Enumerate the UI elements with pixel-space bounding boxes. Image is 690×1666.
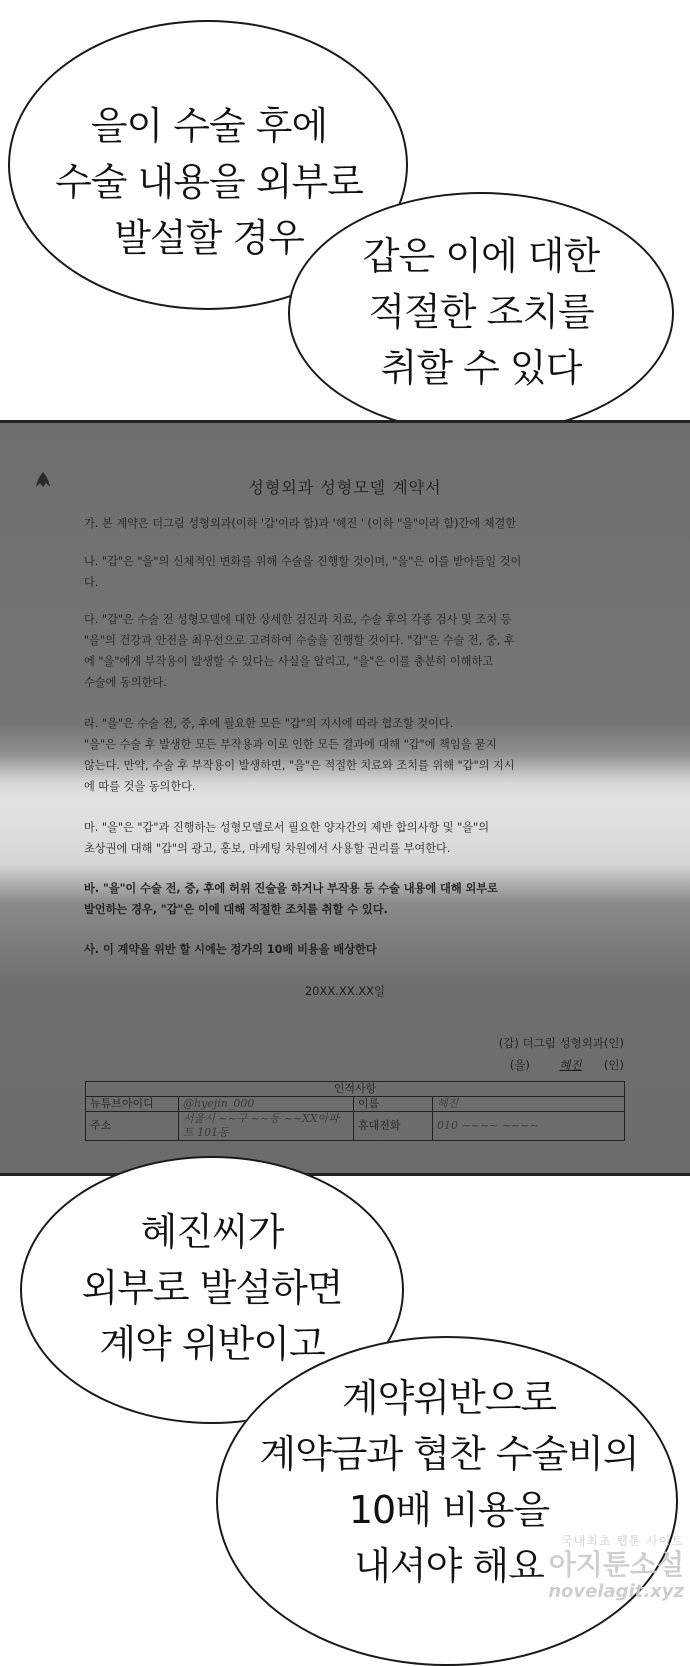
contract-title: 성형외과 성형모델 계약서 [248,478,442,497]
watermark-tagline: 국내최초 웹툰 사이트 [561,1534,684,1548]
speech-text-4: 계약위반으로 계약금과 협찬 수술비의 10배 비용을 내셔야 해요 [259,1376,639,1588]
watermark-url: novelagit.xyz [548,1581,684,1602]
table-row [86,1097,625,1112]
watermark-logo-text: 아지툰소설 [548,1548,684,1581]
table-cell-value: 혜진 [433,1097,625,1112]
table-cell-label: 휴대전화 [354,1112,433,1141]
clause-na: 나. "갑"은 "을"의 신체적인 변화를 위해 수술을 진행할 것이며, "을"은 이를 받아들일 것이 다. [84,555,522,589]
signature-eul-prefix: (을) [509,1058,530,1072]
clause-ra: 라. "을"은 수술 전, 중, 후에 필요한 모든 "갑"의 지시에 따라 협조할 것이다. "을"은 수술 후 발생한 모든 부작용과 이로 인한 모든 결과에 대해 "갑"에 책임을 묻지 않는다. 만약, 수술 후 부작용이 발생하면, "을"은 적절한 치료와 조치를 위해 "갑"의 지시 에 따를 것을 동의한다. [84,717,515,793]
speech-text-1: 을이 수술 후에 수술 내용을 외부로 발설할 경우 [55,104,363,260]
clause-da: 다. "갑"은 수술 전 성형모델에 대한 상세한 검진과 치료, 수술 후의 각종 검사 및 조치 등 "을"의 건강과 안전을 최우선으로 고려하여 수술을 진행할 것이다. "갑"은 수술 전, 중, 후 에 "을"에게 부작용이 발생할 수 있다는 사실을 알리고, "을"은 이를 충분히 이해하고 수술에 동의한다. [84,613,515,689]
contract-panel [0,420,690,1176]
site-watermark [548,1532,684,1602]
contract-date: 20XX.XX.XX일 [304,984,386,998]
clause-ba: 바. "을"이 수술 전, 중, 후에 허위 진술을 하거나 부작용 등 수술 내용에 대해 외부로 발언하는 경우, "갑"은 이에 대해 적절한 조치를 취할 수 있다. [84,882,498,916]
table-row [86,1112,625,1141]
table-cell-label: 주소 [86,1112,179,1141]
table-cell-label: 이름 [354,1097,433,1112]
table-cell-value: 서울시 ~~구 ~~동 ~~XX아파트 101동 [179,1112,354,1141]
table-cell-value: @hyejin_000 [179,1097,354,1112]
signature-gap: (갑) 더그림 성형외과(인) [498,1036,624,1050]
signature-eul [510,1057,624,1073]
personal-info-table [85,1081,625,1141]
table-header: 인적사항 [86,1082,625,1097]
table-cell-label: 뉴튜브아이디 [86,1097,179,1112]
signature-eul-suffix: (인) [603,1058,624,1072]
clause-ma: 마. "을"은 "갑"과 진행하는 성형모델로서 필요한 양자간의 제반 합의사항 및 "을"의 초상권에 대해 "갑"의 광고, 홍보, 마케팅 차원에서 사용할 권리를 부여한다. [84,821,490,855]
clause-ga: 가. 본 계약은 더그림 성형외과(이하 '갑'이라 함)과 '혜진 ' (이하 "을"이라 함)간에 체결한 [84,517,517,530]
clause-sa: 사. 이 계약을 위반 할 시에는 정가의 10배 비용을 배상한다 [84,943,377,956]
signature-eul-name: 혜진 [559,1058,582,1072]
table-cell-value: 010 ~~~~ ~~~~ [433,1112,625,1141]
table-header-row [86,1082,625,1097]
speech-text-3: 혜진씨가 외부로 발설하면 계약 위반이고 [81,1210,343,1366]
speech-text-2: 갑은 이에 대한 적절한 조치를 취할 수 있다 [362,234,600,390]
